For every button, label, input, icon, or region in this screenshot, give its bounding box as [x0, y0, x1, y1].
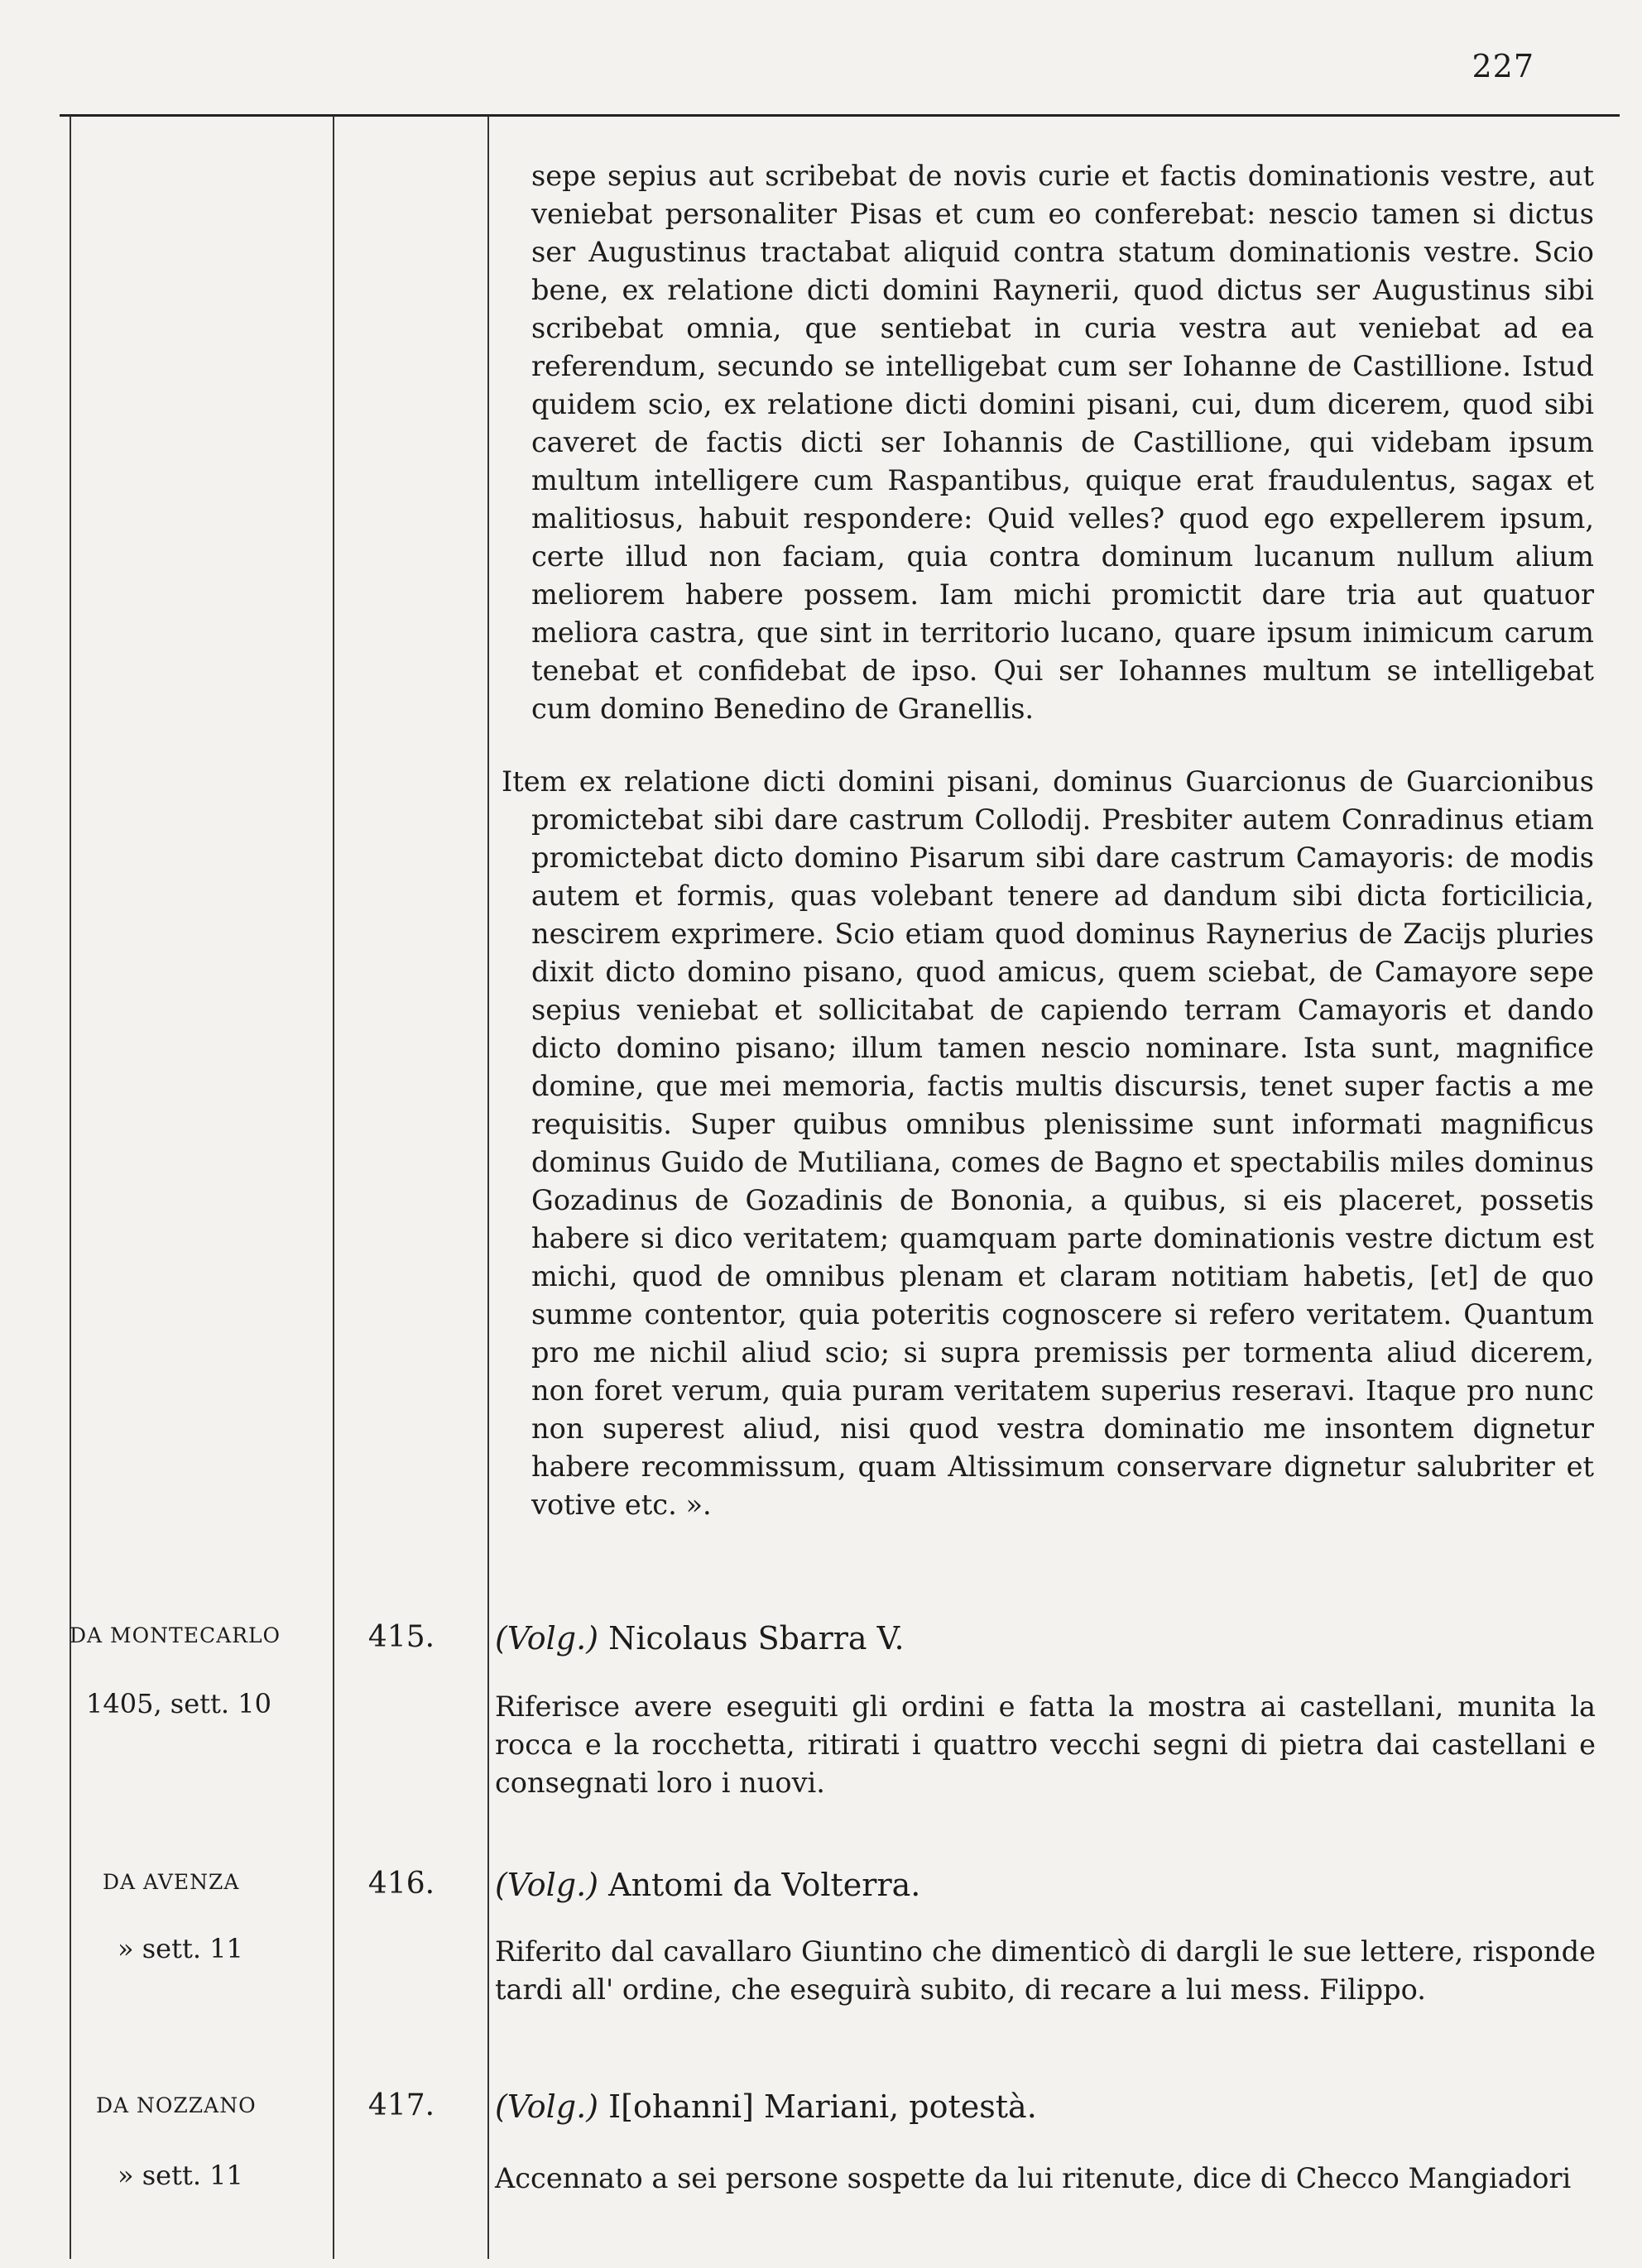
- letter-paragraph-1: sepe sepius aut scribebat de novis curie et factis dominationis vestre, aut veniebat personaliter Pisas et cum eo conferebat: nescio tamen si dictus ser Augustinus tractabat aliquid contra statum dominationis vestre. Scio bene, ex relatione dicti domini Raynerii, quod dictus ser Augustinus sibi scribebat omnia, que sentiebat in curia vestra aut veniebat ad ea referendum, secundo se intelligebat cum ser Iohanne de Castillione. Istud quidem scio, ex relatione dicti domini pisani, cui, dum dicerem, quod sibi caveret de factis dicti ser Iohannis de Castillione, qui videbam ipsum multum intelligere cum Raspantibus, quique erat fraudulentus, sagax et malitiosus, habuit respondere: Quid velles? quod ego expellerem ipsum, certe illud non faciam, quia contra dominum lucanum nullum alium meliorem habere possem. Iam michi promictit dare tria aut quatuor meliora castra, que sint in territorio lucano, quare ipsum inimicum carum tenebat et confidebat de ipso. Qui ser Iohannes multum se intelligebat cum domino Benedino de Granellis.: [531, 160, 1594, 725]
- entry-415-date: 1405, sett. 10: [86, 1688, 271, 1719]
- entry-416-date: » sett. 11: [118, 1933, 243, 1964]
- entry-417-sender: I[ohanni] Mariani, potestà.: [608, 2088, 1037, 2125]
- column-rule-left: [70, 116, 71, 2259]
- entry-415-body: Riferisce avere eseguiti gli ordini e fatta la mostra ai castellani, munita la rocca e la rocchetta, ritirati i quattro vecchi segni di pietra dai castellani e consegnati loro i nuovi.: [495, 1690, 1596, 1799]
- top-rule: [60, 114, 1620, 117]
- entry-417-place: DA NOZZANO: [96, 2093, 257, 2117]
- entry-417-heading: [495, 2088, 1037, 2125]
- entry-416-sender: Antomi da Volterra.: [608, 1867, 921, 1903]
- entry-417-number: 417.: [367, 2088, 435, 2122]
- page-number: 227: [1472, 48, 1534, 84]
- column-rule-middle: [333, 116, 334, 2259]
- entry-415-number: 415.: [367, 1620, 435, 1654]
- entry-417-body: Accennato a sei persone sospette da lui ritenute, dice di Checco Mangiadori: [495, 2162, 1572, 2194]
- entry-415-heading: [495, 1620, 905, 1657]
- entry-415-place: DA MONTECARLO: [70, 1623, 281, 1647]
- entry-415-volg: (Volg.): [495, 1620, 599, 1657]
- entry-416-heading: [495, 1867, 920, 1903]
- entry-416-number: 416.: [367, 1867, 435, 1901]
- entry-417-date: » sett. 11: [118, 2160, 243, 2191]
- letter-paragraph-2: Item ex relatione dicti domini pisani, dominus Guarcionus de Guarcionibus promictebat sibi dare castrum Collodij. Presbiter autem Conradinus etiam promictebat dicto domino Pisarum sibi dare castrum Camayoris: de modis autem et formis, quas volebant tenere ad dandum sibi dicta forticilicia, nescirem exprimere. Scio etiam quod dominus Raynerius de Zacijs pluries dixit dicto domino pisano, quod amicus, quem sciebat, de Camayore sepe sepius veniebat et sollicitabat de capiendo terram Camayoris et dando dicto domino pisano; illum tamen nescio nominare. Ista sunt, magnifice domine, que mei memoria, factis multis discursis, tenet super factis a me requisitis. Super quibus omnibus plenissime sunt informati magnificus dominus Guido de Mutiliana, comes de Bagno et spectabilis miles dominus Gozadinus de Gozadinis de Bononia, a quibus, si eis placeret, possetis habere si dico veritatem; quamquam parte dominationis vestre dictum est michi, quod de omnibus plenam et claram notitiam habetis, [et] de quo summe contentor, quia poteritis cognoscere si refero veritatem. Quantum pro me nichil aliud scio; si supra premissis per tormenta aliud dicerem, non foret verum, quia puram veritatem superius reseravi. Itaque pro nunc non superest aliud, nisi quod vestra dominatio me insontem dignetur habere recommissum, quam Altissimum conservare dignetur salubriter et votive etc. ».: [502, 765, 1594, 1521]
- entry-415-sender: Nicolaus Sbarra V.: [608, 1620, 905, 1657]
- column-rule-right: [487, 116, 489, 2259]
- entry-416-place: DA AVENZA: [103, 1870, 240, 1894]
- entry-417-volg: (Volg.): [495, 2088, 599, 2125]
- entry-416-body: Riferito dal cavallaro Giuntino che dimenticò di dargli le sue lettere, risponde tardi all' ordine, che eseguirà subito, di recare a lui mess. Filippo.: [495, 1935, 1596, 2006]
- entry-416-volg: (Volg.): [495, 1867, 599, 1903]
